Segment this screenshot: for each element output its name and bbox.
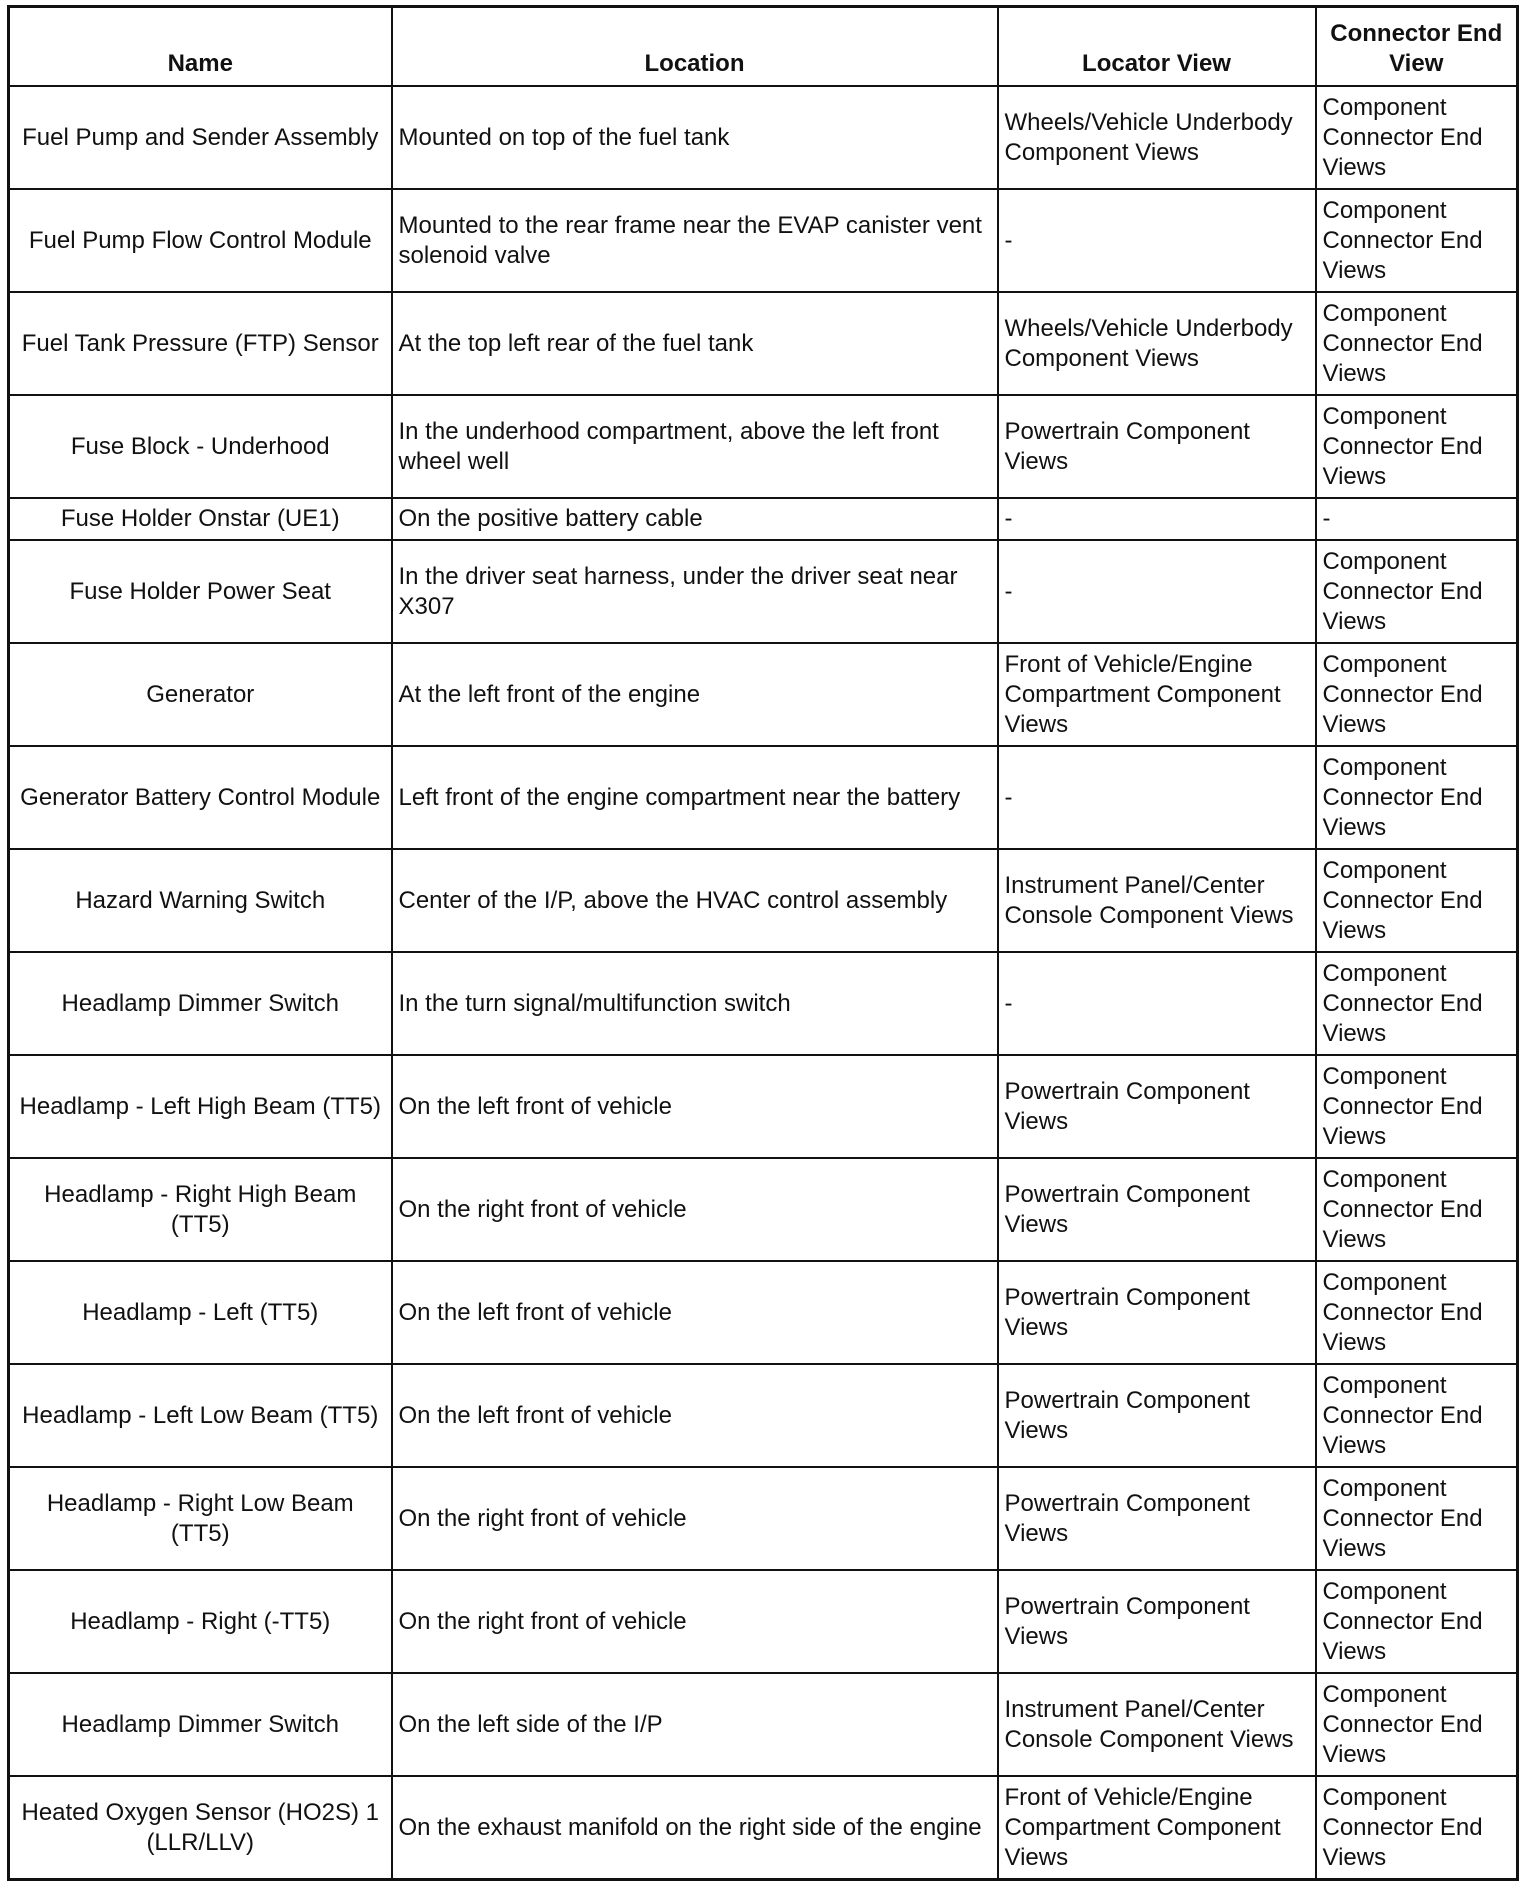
cell-locator-view: Powertrain Component Views	[998, 1055, 1316, 1158]
cell-name: Headlamp - Right High Beam (TT5)	[9, 1158, 392, 1261]
cell-connector-end-view: Component Connector End Views	[1316, 849, 1518, 952]
table-row	[9, 540, 1518, 643]
cell-connector-end-view: Component Connector End Views	[1316, 1467, 1518, 1570]
cell-locator-view: Wheels/Vehicle Underbody Component Views	[998, 86, 1316, 189]
table-row	[9, 1673, 1518, 1776]
table-row	[9, 1467, 1518, 1570]
cell-name: Headlamp - Left (TT5)	[9, 1261, 392, 1364]
cell-locator-view: -	[998, 952, 1316, 1055]
cell-connector-end-view: Component Connector End Views	[1316, 395, 1518, 498]
cell-name: Headlamp Dimmer Switch	[9, 1673, 392, 1776]
cell-connector-end-view: Component Connector End Views	[1316, 643, 1518, 746]
cell-name: Hazard Warning Switch	[9, 849, 392, 952]
table-row	[9, 395, 1518, 498]
cell-locator-view: -	[998, 189, 1316, 292]
cell-locator-view: Powertrain Component Views	[998, 1570, 1316, 1673]
cell-location: Mounted to the rear frame near the EVAP canister vent solenoid valve	[392, 189, 998, 292]
header-name: Name	[9, 7, 392, 87]
table-row	[9, 1261, 1518, 1364]
cell-locator-view: Powertrain Component Views	[998, 395, 1316, 498]
cell-location: On the left side of the I/P	[392, 1673, 998, 1776]
cell-name: Headlamp - Right Low Beam (TT5)	[9, 1467, 392, 1570]
table-row	[9, 189, 1518, 292]
cell-connector-end-view: Component Connector End Views	[1316, 1776, 1518, 1880]
cell-location: At the left front of the engine	[392, 643, 998, 746]
cell-locator-view: -	[998, 540, 1316, 643]
table-row	[9, 1570, 1518, 1673]
cell-location: On the left front of vehicle	[392, 1261, 998, 1364]
component-locator-document	[7, 5, 1516, 1881]
cell-location: On the left front of vehicle	[392, 1055, 998, 1158]
cell-connector-end-view: Component Connector End Views	[1316, 540, 1518, 643]
table-row	[9, 746, 1518, 849]
cell-name: Fuse Holder Power Seat	[9, 540, 392, 643]
cell-name: Headlamp - Left Low Beam (TT5)	[9, 1364, 392, 1467]
cell-location: On the right front of vehicle	[392, 1158, 998, 1261]
cell-connector-end-view: Component Connector End Views	[1316, 189, 1518, 292]
cell-location: On the right front of vehicle	[392, 1570, 998, 1673]
cell-location: Center of the I/P, above the HVAC control assembly	[392, 849, 998, 952]
table-row	[9, 1158, 1518, 1261]
table-row	[9, 849, 1518, 952]
cell-locator-view: -	[998, 498, 1316, 540]
cell-location: On the right front of vehicle	[392, 1467, 998, 1570]
cell-connector-end-view: Component Connector End Views	[1316, 1055, 1518, 1158]
cell-connector-end-view: Component Connector End Views	[1316, 1364, 1518, 1467]
cell-locator-view: Powertrain Component Views	[998, 1158, 1316, 1261]
cell-locator-view: Instrument Panel/Center Console Component Views	[998, 1673, 1316, 1776]
cell-connector-end-view: Component Connector End Views	[1316, 746, 1518, 849]
cell-locator-view: Wheels/Vehicle Underbody Component Views	[998, 292, 1316, 395]
cell-location: In the underhood compartment, above the left front wheel well	[392, 395, 998, 498]
table-row	[9, 643, 1518, 746]
cell-location: In the turn signal/multifunction switch	[392, 952, 998, 1055]
cell-locator-view: Powertrain Component Views	[998, 1261, 1316, 1364]
header-location: Location	[392, 7, 998, 87]
cell-name: Fuel Pump and Sender Assembly	[9, 86, 392, 189]
cell-name: Headlamp - Right (-TT5)	[9, 1570, 392, 1673]
cell-locator-view: -	[998, 746, 1316, 849]
cell-locator-view: Front of Vehicle/Engine Compartment Component Views	[998, 643, 1316, 746]
cell-name: Fuse Holder Onstar (UE1)	[9, 498, 392, 540]
cell-connector-end-view: Component Connector End Views	[1316, 1570, 1518, 1673]
cell-connector-end-view: Component Connector End Views	[1316, 86, 1518, 189]
header-connector-end-view: Connector End View	[1316, 7, 1518, 87]
cell-connector-end-view: Component Connector End Views	[1316, 1261, 1518, 1364]
cell-locator-view: Powertrain Component Views	[998, 1364, 1316, 1467]
cell-name: Headlamp - Left High Beam (TT5)	[9, 1055, 392, 1158]
cell-name: Fuel Tank Pressure (FTP) Sensor	[9, 292, 392, 395]
cell-location: On the exhaust manifold on the right side of the engine	[392, 1776, 998, 1880]
cell-name: Fuel Pump Flow Control Module	[9, 189, 392, 292]
cell-name: Heated Oxygen Sensor (HO2S) 1 (LLR/LLV)	[9, 1776, 392, 1880]
cell-location: Left front of the engine compartment near the battery	[392, 746, 998, 849]
cell-connector-end-view: Component Connector End Views	[1316, 952, 1518, 1055]
table-row	[9, 86, 1518, 189]
table-row	[9, 952, 1518, 1055]
cell-connector-end-view: Component Connector End Views	[1316, 1673, 1518, 1776]
cell-location: On the positive battery cable	[392, 498, 998, 540]
cell-locator-view: Front of Vehicle/Engine Compartment Component Views	[998, 1776, 1316, 1880]
cell-location: Mounted on top of the fuel tank	[392, 86, 998, 189]
cell-connector-end-view: -	[1316, 498, 1518, 540]
cell-connector-end-view: Component Connector End Views	[1316, 292, 1518, 395]
header-row	[9, 7, 1518, 87]
cell-locator-view: Instrument Panel/Center Console Component Views	[998, 849, 1316, 952]
component-locator-table	[7, 5, 1519, 1881]
table-row	[9, 1364, 1518, 1467]
header-locator-view: Locator View	[998, 7, 1316, 87]
table-row	[9, 1055, 1518, 1158]
cell-name: Headlamp Dimmer Switch	[9, 952, 392, 1055]
cell-location: On the left front of vehicle	[392, 1364, 998, 1467]
cell-location: In the driver seat harness, under the driver seat near X307	[392, 540, 998, 643]
cell-locator-view: Powertrain Component Views	[998, 1467, 1316, 1570]
cell-name: Fuse Block - Underhood	[9, 395, 392, 498]
cell-location: At the top left rear of the fuel tank	[392, 292, 998, 395]
table-row	[9, 292, 1518, 395]
table-row	[9, 498, 1518, 540]
cell-connector-end-view: Component Connector End Views	[1316, 1158, 1518, 1261]
cell-name: Generator Battery Control Module	[9, 746, 392, 849]
table-row	[9, 1776, 1518, 1880]
cell-name: Generator	[9, 643, 392, 746]
